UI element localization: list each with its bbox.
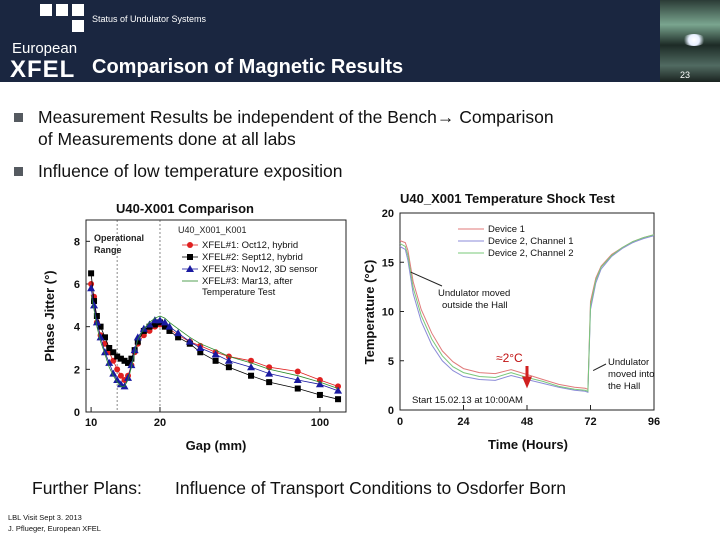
logo-xfel: XFEL — [10, 56, 76, 83]
light-glow — [682, 34, 706, 46]
y-tick-label: 2 — [73, 364, 80, 377]
annotation-range: Range — [94, 245, 122, 255]
legend-entry: XFEL#1: Oct12, hybrid — [202, 240, 299, 251]
legend-marker — [187, 254, 193, 260]
y-tick-label: 0 — [73, 407, 80, 419]
x-tick-label: 24 — [457, 416, 470, 428]
data-point — [295, 386, 301, 392]
legend-entry: Device 2, Channel 1 — [488, 236, 574, 247]
annotation-moved-into: moved into — [608, 369, 655, 380]
temperature-chart — [358, 188, 670, 458]
logo-square — [56, 4, 68, 16]
bullet-marker — [14, 113, 23, 122]
x-tick-label: 48 — [520, 416, 534, 428]
plans-label: Further Plans: — [32, 478, 142, 498]
footer-line2: J. Pflueger, European XFEL — [8, 524, 101, 533]
legend-marker — [187, 242, 193, 248]
x-tick-label: 100 — [310, 417, 330, 429]
x-tick-label: 20 — [153, 417, 167, 429]
page-title: Comparison of Magnetic Results — [92, 56, 404, 78]
y-tick-label: 8 — [73, 236, 80, 249]
legend-entry: XFEL#3: Nov12, 3D sensor — [202, 264, 318, 275]
y-tick-label: 15 — [381, 257, 394, 270]
annotation-moved-outside: outside the Hall — [442, 300, 508, 311]
page-number: 23 — [680, 70, 691, 80]
y-tick-label: 0 — [387, 405, 394, 417]
logo-european: European — [12, 40, 78, 57]
annotation-moved-outside: Undulator moved — [438, 288, 511, 299]
annotation-delta: ≈2°C — [496, 351, 523, 365]
y-tick-label: 5 — [387, 355, 394, 368]
data-point — [317, 392, 323, 398]
data-point — [266, 379, 272, 385]
x-axis-label: Gap (mm) — [185, 438, 247, 453]
annotation-moved-into: the Hall — [608, 381, 641, 392]
bullet-marker — [14, 167, 23, 176]
x-tick-label: 10 — [84, 417, 98, 429]
data-point — [213, 358, 219, 364]
legend-title: U40_X001_K001 — [178, 225, 247, 235]
data-point — [295, 368, 301, 374]
y-tick-label: 6 — [73, 279, 80, 291]
plans-text: Influence of Transport Conditions to Osdorfer Born — [175, 478, 567, 498]
chart-title: U40-X001 Comparison — [116, 201, 254, 216]
logo-square — [40, 4, 52, 16]
data-point — [114, 366, 120, 372]
x-tick-label: 0 — [396, 416, 404, 428]
bullet-text: Measurement Results be independent of the Bench→ Comparison — [38, 107, 554, 127]
legend-entry: XFEL#2: Sept12, hybrid — [202, 252, 303, 263]
data-point — [335, 396, 341, 402]
x-axis-label: Time (Hours) — [488, 437, 568, 452]
legend-entry: Temperature Test — [202, 287, 276, 298]
phase-jitter-chart — [36, 190, 356, 458]
y-tick-label: 4 — [73, 321, 80, 334]
presentation-label: Status of Undulator Systems — [92, 14, 207, 24]
logo-square — [72, 4, 84, 16]
annotation-moved-into: Undulator — [608, 357, 650, 368]
x-tick-label: 72 — [584, 416, 597, 428]
annotation-operational: Operational — [94, 233, 145, 243]
chart-title: U40_X001 Temperature Shock Test — [400, 191, 615, 206]
data-point — [248, 373, 254, 379]
logo-square — [72, 20, 84, 32]
data-point — [226, 364, 232, 370]
y-axis-label: Temperature (°C) — [362, 259, 377, 365]
legend-entry: Device 1 — [488, 224, 525, 235]
legend-entry: Device 2, Channel 2 — [488, 248, 574, 259]
y-tick-label: 10 — [381, 306, 394, 319]
bullet-text: Influence of low temperature exposition — [38, 161, 343, 181]
y-tick-label: 20 — [381, 208, 394, 220]
y-axis-label: Phase Jitter (°) — [42, 270, 57, 362]
bullet-text-cont: of Measurements done at all labs — [38, 129, 296, 149]
x-tick-label: 96 — [647, 416, 661, 428]
footer-line1: LBL Visit Sept 3. 2013 — [8, 513, 82, 522]
data-point — [88, 270, 94, 276]
legend-entry: XFEL#3: Mar13, after — [202, 276, 293, 287]
annotation-start: Start 15.02.13 at 10:00AM — [412, 395, 523, 406]
